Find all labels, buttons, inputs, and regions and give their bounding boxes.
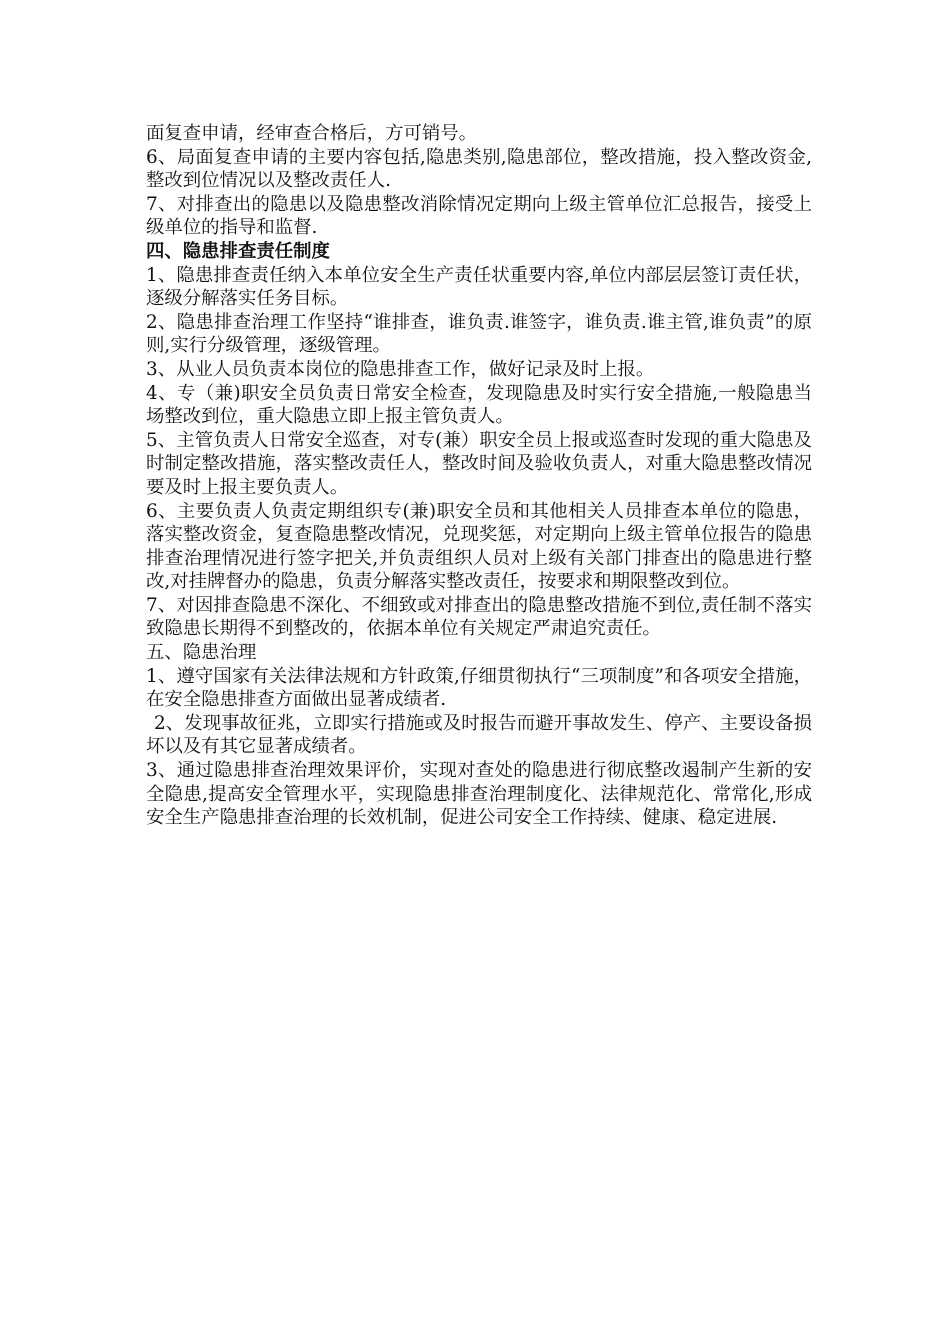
paragraph-item-6: 6、局面复查申请的主要内容包括,隐患类别,隐患部位，整改措施，投入整改资金,整改到位情况以及整改责任人. [146, 146, 812, 192]
section4-item-7: 7、对因排查隐患不深化、不细致或对排查出的隐患整改措施不到位,责任制不落实致隐患长期得不到整改的，依据本单位有关规定严肃追究责任。 [146, 594, 812, 640]
section4-item-1: 1、隐患排查责任纳入本单位安全生产责任状重要内容,单位内部层层签订责任状，逐级分解落实任务目标。 [146, 264, 812, 310]
paragraph-continuation: 面复查申请，经审查合格后，方可销号。 [146, 123, 478, 144]
section-heading-4: 四、隐患排查责任制度 [146, 240, 330, 262]
section4-item-5: 5、主管负责人日常安全巡查，对专(兼）职安全员上报或巡查时发现的重大隐患及时制定整改措施，落实整改责任人，整改时间及验收负责人，对重大隐患整改情况要及时上报主要负责人。 [146, 429, 812, 498]
paragraph-item-7: 7、对排查出的隐患以及隐患整改消除情况定期向上级主管单位汇总报告，接受上级单位的指导和监督. [146, 193, 812, 239]
section4-item-4: 4、专（兼)职安全员负责日常安全检查，发现隐患及时实行安全措施,一般隐患当场整改到位，重大隐患立即上报主管负责人。 [146, 382, 812, 428]
section4-item-2: 2、隐患排查治理工作坚持“谁排查，谁负责.谁签字，谁负责.谁主管,谁负责”的原则,实行分级管理，逐级管理。 [146, 311, 812, 357]
section4-item-6: 6、主要负责人负责定期组织专(兼)职安全员和其他相关人员排查本单位的隐患，落实整改资金，复查隐患整改情况，兑现奖惩，对定期向上级主管单位报告的隐患排查治理情况进行签字把关,并负责组织人员对上级有关部门排查出的隐患进行整改,对挂牌督办的隐患，负责分解落实整改责任，按要求和期限整改到位。 [146, 500, 812, 593]
section4-item-3: 3、从业人员负责本岗位的隐患排查工作，做好记录及时上报。 [146, 358, 655, 380]
section5-item-2: 2、发现事故征兆，立即实行措施或及时报告而避开事故发生、停产、主要设备损坏以及有其它显著成绩者。 [146, 712, 812, 758]
section-heading-5: 五、隐患治理 [146, 642, 257, 664]
section5-item-3: 3、通过隐患排查治理效果评价，实现对查处的隐患进行彻底整改遏制产生新的安全隐患,提高安全管理水平，实现隐患排查治理制度化、法律规范化、常常化,形成安全生产隐患排查治理的长效机制，促进公司安全工作持续、健康、稳定进展. [146, 760, 812, 829]
document-page [146, 122, 812, 830]
section5-item-1: 1、遵守国家有关法律法规和方针政策,仔细贯彻执行“三项制度”和各项安全措施，在安全隐患排查方面做出显著成绩者. [146, 665, 812, 711]
